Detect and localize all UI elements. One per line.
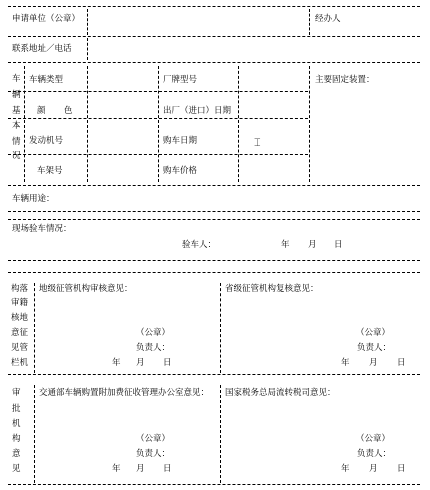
provincial-opinion-label: 省级征管机构复核意见： [225, 284, 319, 294]
review-side-5: 见管 [11, 343, 29, 353]
vrule-approve-left [34, 385, 35, 483]
applicant-unit-label: 申请单位（公章） [12, 14, 81, 24]
review-side-6: 栏机 [11, 358, 29, 368]
local-day: 日 [163, 358, 172, 368]
provincial-seal: （公章） [356, 328, 391, 338]
approve-side-1: 审 [12, 388, 21, 398]
vehicle-side-2: 辆 [12, 90, 21, 100]
main-equipment-label: 主要固定装置： [315, 75, 375, 85]
rule-row1 [8, 36, 420, 37]
rule-inspection-end [8, 260, 420, 261]
vehicle-side-4: 本 [12, 121, 21, 131]
color-label-2: 色 [64, 106, 73, 116]
vehicle-side-6: 况 [12, 151, 21, 161]
rule-usage-1 [8, 211, 420, 212]
inspection-day: 日 [334, 240, 343, 250]
vrule-applicant [87, 9, 88, 35]
provincial-day: 日 [397, 358, 406, 368]
local-seal: （公章） [136, 328, 171, 338]
provincial-responsible: 负责人： [357, 343, 392, 353]
handler-label: 经办人 [315, 14, 341, 24]
review-side-1: 构落 [11, 284, 29, 294]
rule-usage-2 [8, 219, 420, 220]
tax-month: 月 [369, 464, 378, 474]
review-side-3: 核地 [11, 313, 29, 323]
tax-day: 日 [397, 464, 406, 474]
vehicle-side-1: 车 [12, 74, 21, 84]
factory-date-label: 出厂（进口）日期 [163, 106, 232, 116]
transport-month: 月 [136, 464, 145, 474]
rule-review-mid [8, 374, 420, 375]
vrule-veh-b [87, 66, 88, 182]
provincial-month: 月 [369, 358, 378, 368]
inspection-label: 现场验车情况： [12, 224, 72, 234]
inspection-month: 月 [308, 240, 317, 250]
local-year: 年 [112, 358, 121, 368]
transport-seal: （公章） [136, 434, 171, 444]
transport-office-opinion-label: 交通部车辆购置附加费征收管理办公室意见： [39, 388, 210, 398]
cursor-ibeam-icon: ⌶ [254, 136, 261, 149]
purchase-date-label: 购车日期 [163, 136, 198, 146]
review-side-4: 意征 [11, 328, 29, 338]
approve-side-5: 意 [12, 449, 21, 459]
approve-side-3: 机 [12, 419, 21, 429]
inspector-label: 验车人： [182, 240, 217, 250]
vehicle-side-5: 情 [12, 137, 21, 147]
vrule-veh-d [238, 66, 239, 182]
contact-label: 联系地址／电话 [12, 44, 72, 54]
vrule-contact [87, 38, 88, 60]
local-month: 月 [136, 358, 145, 368]
vrule-handler [309, 9, 310, 35]
transport-year: 年 [112, 464, 121, 474]
review-side-2: 审籍 [11, 298, 29, 308]
tax-bureau-opinion-label: 国家税务总局流转税司意见： [225, 388, 336, 398]
tax-year: 年 [341, 464, 350, 474]
approve-side-6: 见 [12, 464, 21, 474]
tax-responsible: 负责人： [357, 449, 392, 459]
vrule-review-left [34, 283, 35, 373]
engine-no-label: 发动机号 [29, 136, 64, 146]
vehicle-side-3: 基 [12, 106, 21, 116]
vehicle-type-label: 车辆类型 [29, 75, 64, 85]
rule-row-vehicle-end [8, 185, 420, 186]
transport-day: 日 [163, 464, 172, 474]
local-office-opinion-label: 地级征管机构审核意见： [39, 284, 133, 294]
vrule-review-mid [220, 283, 221, 373]
provincial-year: 年 [341, 358, 350, 368]
usage-label: 车辆用途： [12, 194, 55, 204]
rule-row2 [8, 62, 420, 63]
vrule-veh-a [24, 66, 25, 182]
frame-no-label: 车架号 [37, 166, 63, 176]
transport-responsible: 负责人： [136, 449, 171, 459]
approve-side-4: 构 [12, 434, 21, 444]
vrule-approve-mid [220, 385, 221, 483]
vrule-veh-e [309, 66, 310, 182]
rule-review-top [8, 272, 420, 273]
rule-bottom [8, 484, 420, 485]
rule-top [8, 6, 420, 7]
tax-seal: （公章） [356, 434, 391, 444]
vrule-veh-c [158, 66, 159, 182]
purchase-price-label: 购车价格 [163, 166, 198, 176]
brand-model-label: 厂牌型号 [163, 75, 198, 85]
color-label-1: 颜 [37, 106, 46, 116]
local-responsible: 负责人： [136, 343, 171, 353]
approve-side-2: 批 [12, 404, 21, 414]
inspection-year: 年 [281, 240, 290, 250]
